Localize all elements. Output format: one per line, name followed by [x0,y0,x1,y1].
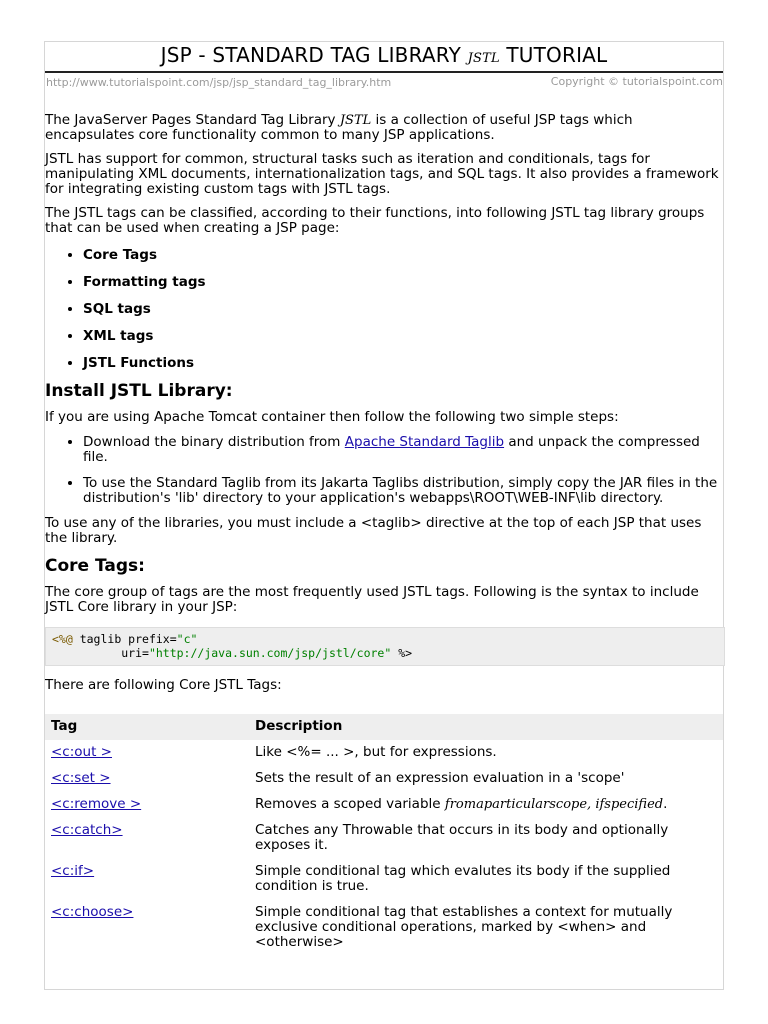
source-line [45,73,723,91]
document-page [44,41,724,990]
text-span: Removes a scoped variable [255,796,445,812]
column-header-tag: Tag [45,714,249,740]
tag-cell [45,740,249,766]
source-url[interactable]: http://www.tutorialspoint.com/jsp/jsp_standard_tag_library.htm [46,76,392,89]
tag-groups-list [45,248,725,371]
italic-text: fromaparticularscope, ifspecified [444,797,664,812]
code-token: %> [391,646,413,660]
text-span: Download the binary distribution from [83,434,345,450]
code-token: "http://java.sun.com/jsp/jstl/core" [148,646,392,660]
core-lead: The core group of tags are the most frequently used JSTL tags. Following is the syntax to include JSTL Core library in your JSP: [45,584,699,615]
copyright-text: Copyright © tutorialspoint.com [550,75,723,88]
code-token: <%@ [52,632,73,646]
tag-cell [45,792,249,818]
main-content [45,113,725,956]
description-cell: Like <%= ... >, but for expressions. [255,744,497,760]
description-cell: Simple conditional tag that establishes a context for mutually exclusive conditional operations, marked by <when> and <otherwise> [255,904,673,950]
core-tags-table [45,714,723,956]
title-jstl-italic: JSTL [467,51,500,66]
description-cell: Sets the result of an expression evaluation in a 'scope' [255,770,625,786]
column-header-description: Description [249,714,723,740]
list-item: • To use the Standard Taglib from its Jakarta Taglibs distribution, simply copy the JAR files in the distribution's 'lib' directory to your application's webapps\ROOT\WEB-INF\lib directory. [83,476,725,506]
list-item: • Formatting tags [83,275,725,290]
tag-link[interactable]: <c:out > [51,744,112,760]
tag-cell [45,766,249,792]
table-row [45,900,723,956]
description-cell: Catches any Throwable that occurs in its body and optionally exposes it. [255,822,669,853]
tag-cell [45,900,249,956]
text-span: . [663,796,668,812]
apache-taglib-link[interactable]: Apache Standard Taglib [344,434,505,450]
table-row [45,766,723,792]
table-row [45,818,723,859]
table-row [45,859,723,900]
list-item: • JSTL Functions [83,356,725,371]
tag-link[interactable]: <c:remove > [51,796,142,812]
tag-link[interactable]: <c:set > [51,770,111,786]
classification-paragraph: The JSTL tags can be classified, according to their functions, into following JSTL tag library groups that can be used when creating a JSP page: [45,205,705,236]
list-item [83,435,725,465]
install-lead: If you are using Apache Tomcat container then follow the following two simple steps: [45,409,619,425]
tag-link[interactable]: <c:catch> [51,822,123,838]
table-header-row [45,714,723,740]
page-title [45,41,723,73]
tag-cell [45,818,249,859]
table-lead: There are following Core JSTL Tags: [45,677,282,693]
code-token: "c" [176,632,198,646]
code-token: uri= [121,646,149,660]
table-row [45,792,723,818]
list-item: • SQL tags [83,302,725,317]
description-cell: Simple conditional tag which evalutes its body if the supplied condition is true. [255,863,671,894]
table-row [45,740,723,766]
core-heading: Core Tags: [45,556,145,576]
text-span: and unpack the compressed file. [83,434,700,465]
jstl-italic: JSTL [339,113,372,128]
text-span: is a collection of useful JSP tags which encapsulates core functionality common to many JSP applications. [45,112,633,143]
description-cell [249,792,723,818]
tag-link[interactable]: <c:if> [51,863,95,879]
title-text-part: JSP - STANDARD TAG LIBRARY [160,43,468,67]
list-item: • Core Tags [83,248,725,263]
tag-link[interactable]: <c:choose> [51,904,134,920]
install-steps-list [45,435,725,506]
code-token: taglib prefix= [72,632,177,646]
list-item: • XML tags [83,329,725,344]
install-heading: Install JSTL Library: [45,381,233,401]
code-block [45,627,725,666]
tag-cell [45,859,249,900]
title-text-part: TUTORIAL [499,43,608,67]
taglib-note: To use any of the libraries, you must include a <taglib> directive at the top of each JSP that uses the library. [45,515,702,546]
intro-paragraph [45,113,725,143]
support-paragraph: JSTL has support for common, structural tasks such as iteration and conditionals, tags for manipulating XML documents, internationalization tags, and SQL tags. It also provides a framework for integrating existing custom tags with JSTL tags. [45,151,719,197]
text-span: The JavaServer Pages Standard Tag Library [45,112,340,128]
